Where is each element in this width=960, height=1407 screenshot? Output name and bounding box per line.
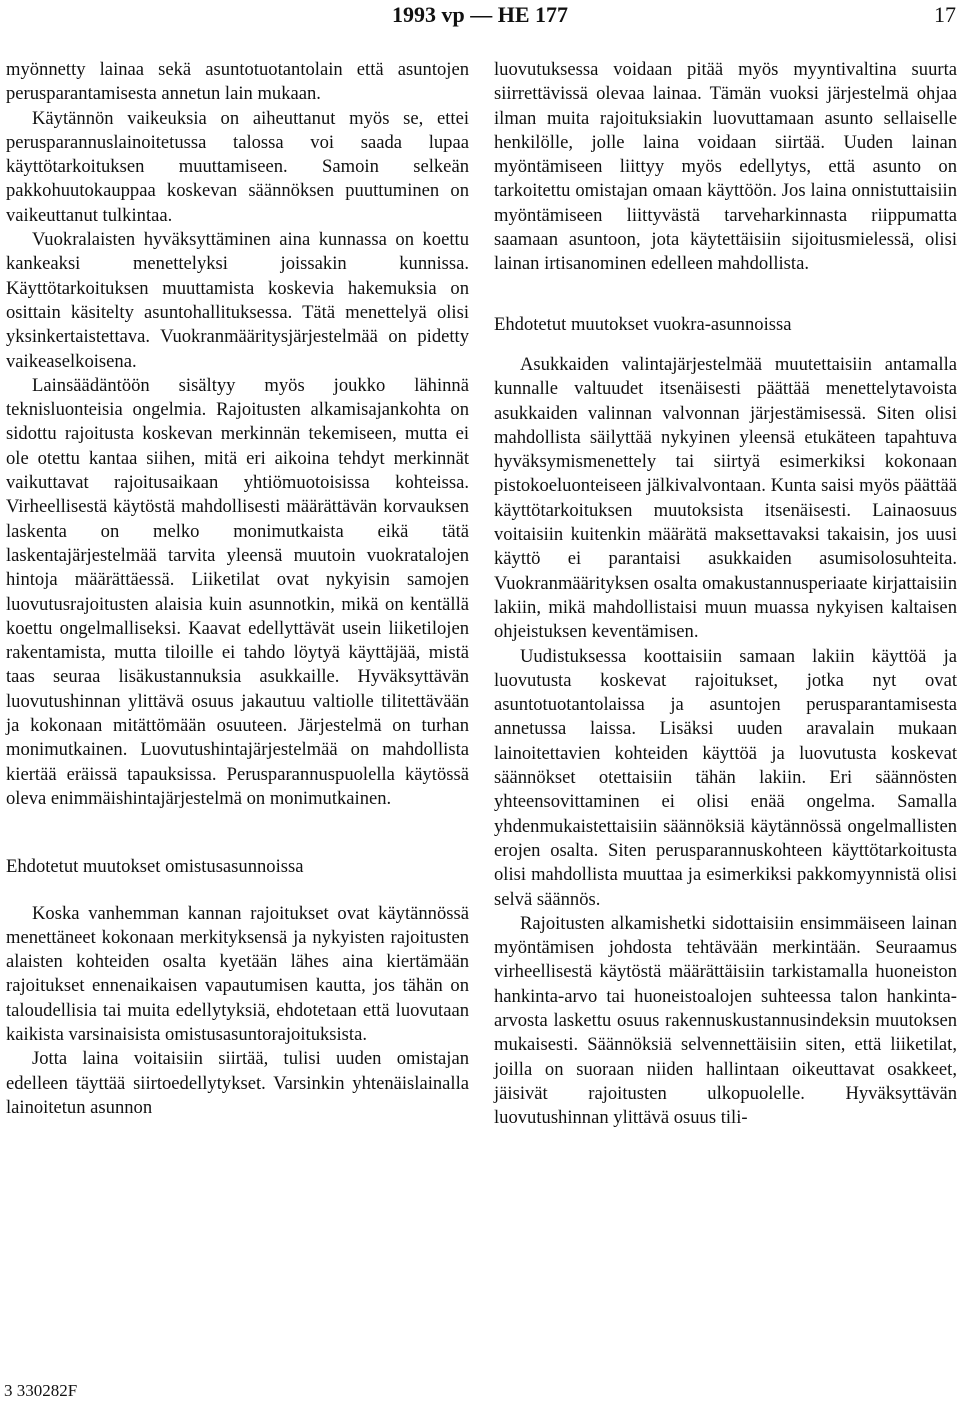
running-header [0, 0, 960, 30]
page-number: 17 [934, 2, 956, 27]
paragraph: Jotta laina voitaisiin siirtää, tulisi uuden omistajan edelleen täyttää siirtoedellytykset. Varsinkin yhtenäislainalla lainoitetun asunnon [6, 1048, 469, 1118]
section-heading-rental: Ehdotetut muutokset vuokra-asunnoissa [494, 313, 792, 335]
paragraph: Käytännön vaikeuksia on aiheuttanut myös se, ettei perusparannuslainoitetussa talossa voi saada lupaa käyttötarkoituksen muuttamiseen. Samoin selkeän pakkohuutokauppaa koskevan säännöksen puuttuminen on vaikeuttanut tulkintaa. [6, 107, 469, 226]
print-code: 3 330282F [4, 1381, 78, 1400]
paragraph: Lainsäädäntöön sisältyy myös joukko lähinnä teknisluonteisia ongelmia. Rajoitusten alkamisajankohta on sidottu rajoitusta koskevan merkinnän tekemiseen, mutta ei ole otettu kantaa siihen, mitä eri aikoina tehdyt merkinnät vaikuttavat rajoitusaikaan yhtiömuotoisissa kohteissa. Virheellisestä käytöstä mahdollisesti määrättävän korvauksen laskenta on melko monimutkaista eikä tätä laskentajärjestelmää tarvita yleensä muutoin vuokratalojen hintoja määrättäessä. Liiketilat ovat nykyisin samojen luovutusrajoitusten alaisia kuin asunnotkin, mikä on kentällä koettu ongelmalliseksi. Kaavat edellyttävät usein liiketilojen rakentamista, mutta tiloille ei tahdo löytyä käyttäjää, mistä taas seuraa lisäkustannuksia asukkaille. Hyväksyttävän luovutushinnan ylittävä osuus jakautuu valtiolle tilitettävään ja kokonaan mitättömään osuuteen. Järjestelmä on turhan monimutkainen. Luovutushintajärjestelmää on mahdollista kiertää eräissä tapauksissa. Perusparannuspuolella käytössä oleva enimmäishintajärjestelmä on monimutkainen. [6, 374, 469, 809]
left-column [6, 58, 469, 1120]
paragraph: Vuokralaisten hyväksyttäminen aina kunnassa on koettu kankeaksi menettelyksi joissakin kunnissa. Käyttötarkoituksen muuttamista koskevia hakemuksia on osittain käsitelty asuntohallituksessa. Tätä menettelyä olisi yksinkertaistettava. Vuokranmääritysjärjestelmää on pidetty vaikeaselkoisena. [6, 229, 469, 372]
section-heading-ownership: Ehdotetut muutokset omistusasunnoissa [6, 856, 304, 878]
right-column [494, 58, 957, 1130]
paragraph: Asukkaiden valintajärjestelmää muutettaisiin antamalla kunnalle valtuudet itsenäisesti päättää menettelytavoista asukkaiden valinnan valvonnan järjestämisessä. Siten olisi mahdollista säilyttää nykyinen yleensä etukäteen tapahtuva hyväksymismenettely tai siirtyä esimerkiksi kokonaan pistokoeluonteiseen jälkivalvontaan. Kunta saisi myös päättää käyttötarkoituksen muutoksista itsenäisesti. Lainaosuus voitaisiin kuitenkin määrätä maksettavaksi takaisin, jos uusi käyttö ei parantaisi asukkaiden asumisolosuhteita. Vuokranmäärityksen osalta omakustannusperiaate kirjattaisiin lakiin, mikä mahdollistaisi muun muassa nykyisen kaltaisen ohjeistuksen keventämisen. [494, 353, 957, 643]
paragraph: Uudistuksessa koottaisiin samaan lakiin käyttöä ja luovutusta koskevat rajoitukset, jotka nyt ovat asuntotuotantolaissa ja asuntojen perusparantamisesta annetussa laissa. Lisäksi uuden aravalain mukaan lainoitettavien kohteiden käyttöä ja luovutusta koskevat säännökset otettaisiin tähän lakiin. Eri säännösten yhteensovittaminen ei olisi enää ongelma. Samalla yhdenmukaistettaisiin säännöksiä käytännössä ongelmallisten erojen osalta. Siten perusparannuskohteen käyttötarkoitusta olisi mahdollista muuttaa ja esimerkiksi pakkomyynnistä olisi selvä säännös. [494, 645, 957, 910]
paragraph: Rajoitusten alkamishetki sidottaisiin ensimmäiseen lainan myöntämisen johdosta tehtävään merkintään. Seuraamus virheellisestä käytöstä määrättäisiin tarkistamalla huoneiston hankinta-arvo tai huoneistoalojen suhteessa talon hankinta-arvosta laskettu osuus rakennuskustannusindeksin muutoksen mukaisesti. Säännöksiä selvennettäisiin siten, että liiketilat, joilla on suoraan niiden hallintaan oikeuttavat osakkeet, jäisivät rajoitusten ulkopuolelle. Hyväksyttävän luovutushinnan ylittävä osuus tili- [494, 912, 957, 1129]
paragraph: luovutuksessa voidaan pitää myös myyntivaltina suurta siirrettävissä olevaa lainaa. Tämän vuoksi järjestelmä ohjaa ilman muita rajoituksiakin luovuttamaan asunto sellaiselle henkilölle, jolle laina voidaan siirtää. Uuden lainan myöntämiseen liittyy myös edellytys, että asunto on tarkoitettu omistajan omaan käyttöön. Jos laina onnistuttaisiin myöntämiseen liittyvästä tarveharkinnasta riippumatta saamaan asuntoon, jota käytettäisiin sijoitusmielessä, olisi lainan irtisanominen edelleen mahdollista. [494, 59, 957, 275]
document-reference: 1993 vp — HE 177 [391, 2, 569, 27]
paragraph: Koska vanhemman kannan rajoitukset ovat käytännössä menettäneet kokonaan merkityksensä ja nykyisten rajoitusten alaisten kohteiden osalta kyetään lähes aina kiertämään rajoitukset ennenaikaisen vapautumisen kautta, jos tähän on taloudellisia tai muita edellytyksiä, ehdotetaan että luovutaan kaikista varsinaisista omistusasuntorajoituksista. [6, 902, 469, 1045]
paragraph: myönnetty lainaa sekä asuntotuotantolain että asuntojen perusparantamisesta annetun lain mukaan. [6, 59, 469, 105]
